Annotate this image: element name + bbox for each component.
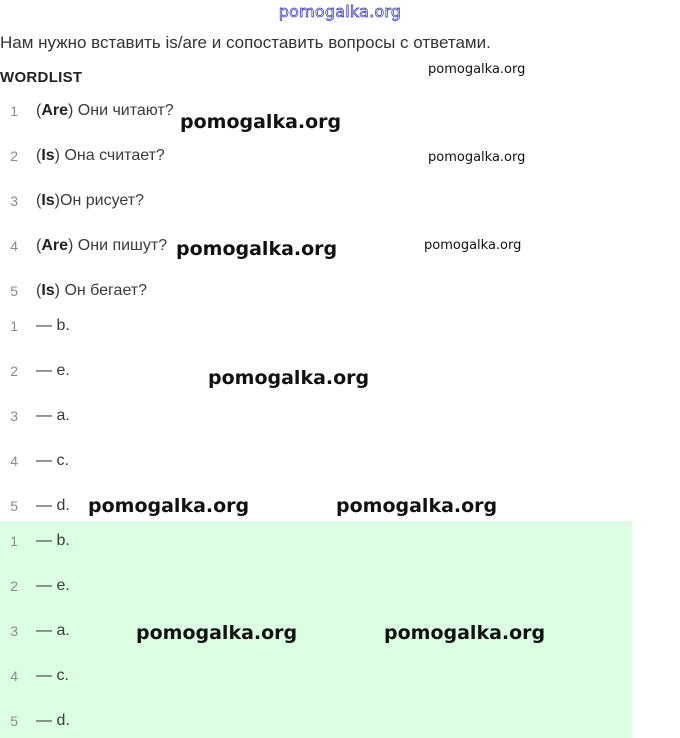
answer-row [0,665,69,687]
watermark: pomogalka.org [136,622,298,644]
question-row [0,145,165,167]
match-text: — e. [36,362,70,379]
question-text: (Are) Они пишут? [36,237,168,254]
row-number: 4 [10,238,18,254]
row-number: 5 [10,498,18,514]
verb-word: Is [41,147,55,164]
watermark: pomogalka.org [428,150,526,165]
row-number: 1 [10,103,18,119]
row-number: 2 [10,578,18,594]
watermark: pomogalka.org [384,622,546,644]
answer-row [0,575,70,597]
answer-text: — c. [36,667,69,684]
match-text: — c. [36,452,69,469]
match-row [0,360,70,382]
watermark: pomogalka.org [208,367,370,389]
row-number: 2 [10,148,18,164]
site-logo[interactable]: pomogalka.org [278,2,402,21]
row-number: 5 [10,713,18,729]
row-number: 4 [10,668,18,684]
row-number: 3 [10,408,18,424]
row-number: 1 [10,533,18,549]
match-text: — d. [36,497,70,514]
match-row [0,405,70,427]
question-row [0,100,174,122]
verb-word: Are [41,237,69,254]
watermark: pomogalka.org [180,111,342,133]
match-text: — b. [36,317,70,334]
row-number: 4 [10,453,18,469]
question-text: (Is)Он рисует? [36,192,144,209]
answer-text: — d. [36,712,70,729]
verb-word: Is [41,282,55,299]
watermark: pomogalka.org [176,238,338,260]
answer-row [0,620,70,642]
question-row [0,280,147,302]
row-number: 3 [10,193,18,209]
intro-text: Нам нужно вставить is/are и сопоставить вопросы с ответами. [0,33,491,52]
question-text: (Are) Они читают? [36,102,174,119]
match-row [0,315,70,337]
match-row [0,450,69,472]
verb-word: Are [41,102,69,119]
watermark: pomogalka.org [428,62,526,77]
answer-text: — e. [36,577,70,594]
answer-text: — b. [36,532,70,549]
verb-word: Is [41,192,55,209]
row-number: 1 [10,318,18,334]
watermark: pomogalka.org [336,495,498,517]
answer-text: — a. [36,622,70,639]
row-number: 2 [10,363,18,379]
question-text: (Is) Он бегает? [36,282,148,299]
question-row [0,235,167,257]
match-text: — a. [36,407,70,424]
question-row [0,190,144,212]
row-number: 3 [10,623,18,639]
watermark: pomogalka.org [424,238,522,253]
question-text: (Is) Она считает? [36,147,165,164]
answer-row [0,710,70,732]
row-number: 5 [10,283,18,299]
match-row [0,495,70,517]
section-heading: WORDLIST [0,69,83,86]
watermark: pomogalka.org [88,495,250,517]
answer-row [0,530,70,552]
